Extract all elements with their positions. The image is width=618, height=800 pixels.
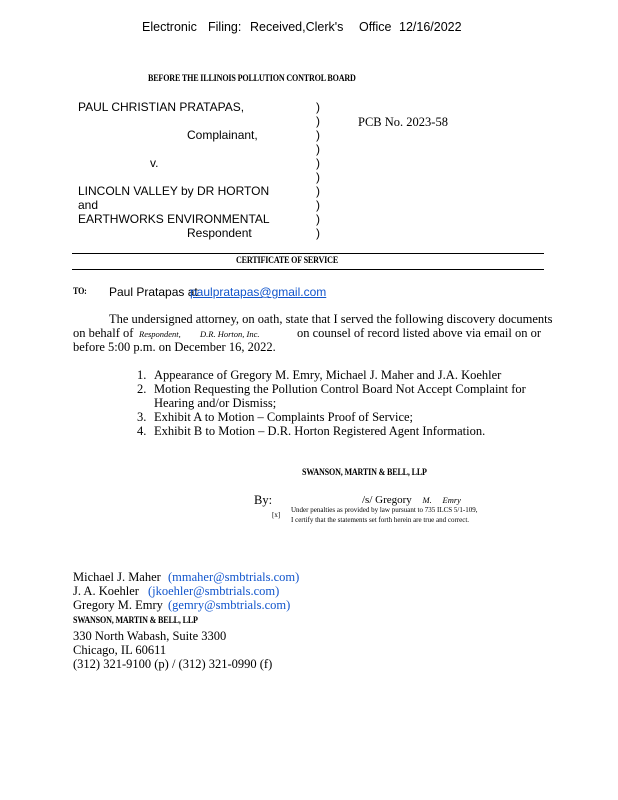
respondent-line-2: EARTHWORKS ENVIRONMENTAL (78, 212, 270, 226)
respondent-and: and (78, 198, 99, 212)
paragraph-line-2c: D.R. Horton, Inc. (200, 329, 260, 339)
caption-paren: ) (316, 114, 320, 128)
caption-paren: ) (316, 198, 320, 212)
document-item-continued: Hearing and/or Dismiss; (154, 396, 277, 410)
certification-marker: [x] (272, 511, 281, 519)
divider-bottom (72, 269, 544, 270)
caption-paren: ) (316, 184, 320, 198)
to-label: TO: (73, 287, 87, 297)
document-number: 2. (137, 382, 147, 396)
filing-header-received: Received,Clerk's (250, 20, 344, 34)
document-item: Appearance of Gregory M. Emry, Michael J. Maher and J.A. Koehler (154, 368, 502, 382)
caption-paren: ) (316, 212, 320, 226)
caption-paren: ) (316, 128, 320, 142)
document-number: 3. (137, 410, 147, 424)
firm-name: SWANSON, MARTIN & BELL, LLP (302, 468, 427, 478)
address-street: 330 North Wabash, Suite 3300 (73, 629, 227, 643)
versus-label: v. (150, 156, 159, 170)
document-number: 4. (137, 424, 147, 438)
contact-email-link[interactable]: (gemry@smbtrials.com) (168, 598, 291, 612)
document-number: 1. (137, 368, 147, 382)
paragraph-line-1: The undersigned attorney, on oath, state that I served the following discovery documents (109, 312, 553, 326)
certification-line-2: I certify that the statements set forth herein are true and correct. (291, 516, 470, 524)
filing-header-office: Office (359, 20, 392, 34)
to-recipient: Paul Pratapas at (109, 285, 198, 299)
filing-header-electronic: Electronic (142, 20, 197, 34)
signature-first: /s/ Gregory (362, 494, 412, 506)
respondent-line-1: LINCOLN VALLEY by DR HORTON (78, 184, 270, 198)
address-firm-name: SWANSON, MARTIN & BELL, LLP (73, 616, 198, 626)
complainant-name: PAUL CHRISTIAN PRATAPAS, (78, 100, 245, 114)
filing-header-date: 12/16/2022 (399, 20, 462, 34)
caption-paren: ) (316, 156, 320, 170)
document-item: Exhibit A to Motion – Complaints Proof of Service; (154, 410, 414, 424)
caption-paren: ) (316, 142, 320, 156)
contact-name: J. A. Koehler (73, 584, 139, 598)
paragraph-line-3: before 5:00 p.m. on December 16, 2022. (73, 340, 276, 354)
case-number: PCB No. 2023-58 (358, 115, 448, 129)
caption-paren: ) (316, 100, 320, 114)
caption-paren: ) (316, 170, 320, 184)
contact-name: Gregory M. Emry (73, 598, 163, 612)
contact-email-link[interactable]: (mmaher@smbtrials.com) (168, 570, 300, 584)
paragraph-line-2b: Respondent, (139, 329, 181, 339)
paragraph-line-2a: on behalf of (73, 326, 134, 340)
document-item: Exhibit B to Motion – D.R. Horton Registered Agent Information. (154, 424, 486, 438)
caption-paren: ) (316, 226, 320, 240)
recipient-email-link[interactable]: paulpratapas@gmail.com (190, 285, 327, 299)
document-item: Motion Requesting the Pollution Control Board Not Accept Complaint for (154, 382, 526, 396)
contact-name: Michael J. Maher (73, 570, 161, 584)
contact-email-link[interactable]: (jkoehler@smbtrials.com) (148, 584, 280, 598)
respondent-role: Respondent (187, 226, 252, 240)
by-label: By: (254, 493, 273, 507)
signature-middle: M. (422, 495, 432, 505)
complainant-role: Complainant, (187, 128, 258, 142)
address-phones: (312) 321-9100 (p) / (312) 321-0990 (f) (73, 657, 273, 671)
certificate-title: CERTIFICATE OF SERVICE (236, 256, 339, 266)
divider-top (72, 253, 544, 254)
signature-last: Emry (442, 495, 461, 505)
paragraph-line-2d: on counsel of record listed above via email on or (297, 326, 542, 340)
certification-line-1: Under penalties as provided by law pursuant to 735 ILCS 5/1-109, (291, 506, 478, 514)
address-city: Chicago, IL 60611 (73, 643, 167, 657)
electronic-signature (362, 494, 461, 506)
filing-header-filing: Filing: (208, 20, 242, 34)
board-title: BEFORE THE ILLINOIS POLLUTION CONTROL BOARD (148, 74, 356, 84)
